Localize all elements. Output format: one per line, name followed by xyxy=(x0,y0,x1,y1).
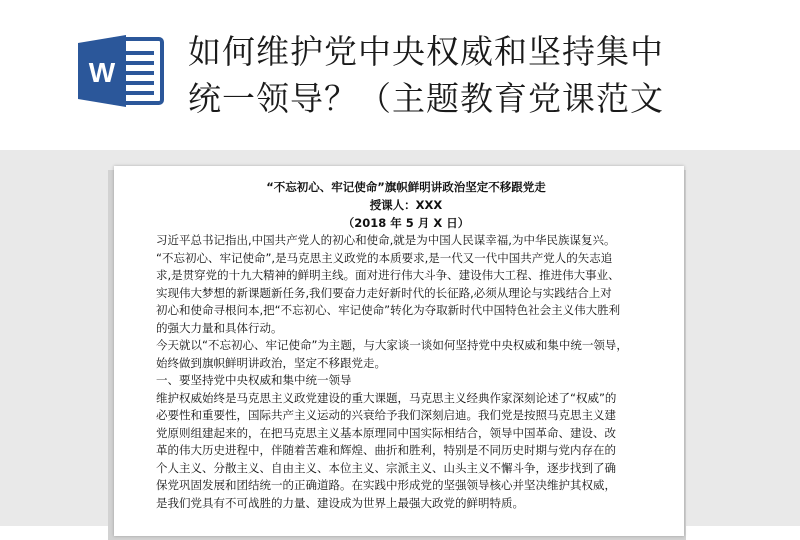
word-icon xyxy=(76,33,166,109)
document-lecturer: 授课人：XXX xyxy=(369,198,443,212)
document-date: （2018 年 5 月 X 日） xyxy=(342,216,470,230)
word-logo-letter: W xyxy=(88,57,116,88)
body-line: 保党巩固发展和团结统一的正确道路。在实践中形成党的坚强领导核心并坚决维护其权威， xyxy=(156,478,616,492)
body-line: 是我们党具有不可战胜的力量、建设成为世界上最强大政党的鲜明特质。 xyxy=(156,495,524,510)
body-line: 实现伟大梦想的新课题新任务,我们要奋力走好新时代的长征路,必须从理论与实践结合上对 xyxy=(156,285,612,300)
body-line: 个人主义、分散主义、自由主义、本位主义、宗派主义、山头主义不懈斗争，逐步找到了确 xyxy=(156,460,616,475)
document-content xyxy=(156,178,656,512)
body-line: “不忘初心、牢记使命”,是马克思主义政党的本质要求,是一代又一代中国共产党人的矢志追 xyxy=(156,250,613,265)
body-line: 党原则组建起来的，在把马克思主义基本原理同中国实际相结合，领导中国革命、建设、改 xyxy=(156,425,616,440)
document-page xyxy=(114,166,684,536)
section-heading: 一、要坚持党中央权威和集中统一领导 xyxy=(156,373,352,387)
body-line: 习近平总书记指出,中国共产党人的初心和使命,就是为中国人民谋幸福,为中华民族谋复兴。 xyxy=(156,233,616,247)
body-line: 求,是贯穿党的十九大精神的鲜明主线。面对进行伟大斗争、建设伟大工程、推进伟大事业、 xyxy=(156,268,620,282)
body-line: 维护权威始终是马克思主义政党建设的重大课题，马克思主义经典作家深刻论述了“权威”的 xyxy=(156,390,617,405)
body-line: 今天就以“不忘初心、牢记使命”为主题，与大家谈一谈如何坚持党中央权威和集中统一领导， xyxy=(156,338,628,352)
body-line: 始终做到旗帜鲜明讲政治，坚定不移跟党走。 xyxy=(156,355,386,370)
title-line-1: 如何维护党中央权威和坚持集中 xyxy=(188,32,664,71)
page-title xyxy=(188,28,788,122)
body-line: 必要性和重要性，国际共产主义运动的兴衰给予我们深刻启迪。我们党是按照马克思主义建 xyxy=(156,408,616,422)
body-line: 的强大力量和具体行动。 xyxy=(156,320,283,335)
title-line-2: 统一领导？（主题教育党课范文 xyxy=(188,79,664,118)
body-line: 初心和使命寻根问本,把“不忘初心、牢记使命”转化为夺取新时代中国特色社会主义伟大胜利 xyxy=(156,303,621,317)
document-heading: “不忘初心、牢记使命”旗帜鲜明讲政治坚定不移跟党走 xyxy=(266,180,546,194)
body-line: 革的伟大历史进程中，伴随着苦难和辉煌、曲折和胜利，特别是不同历史时期与党内存在的 xyxy=(156,443,616,457)
